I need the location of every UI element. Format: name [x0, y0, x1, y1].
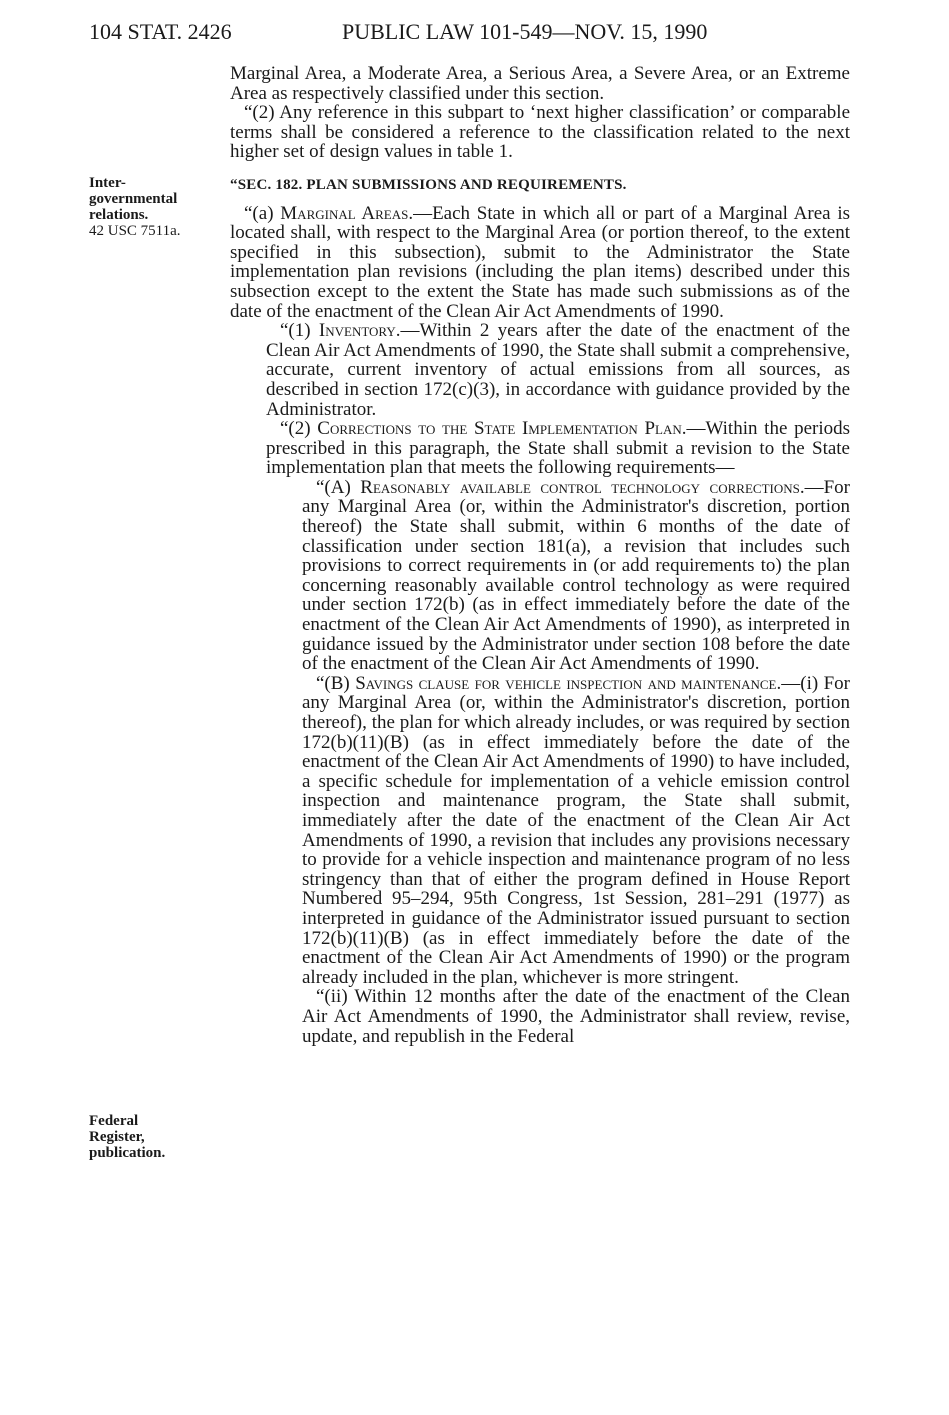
paragraph-a2-heading: Corrections to the State Implementation Plan. [317, 418, 687, 440]
subparagraph-A-text: —For any Marginal Area (or, within the Administrator's discretion, portion thereof) the State shall submit, within 6 months of the date of classification under section 181(a), a revision that includes such provisions to correct requirements in (or add requirements to) the plan concerning reasonably available control technology as were required under section 172(b) (as in effect immediately before the date of the enactment of the Clean Air Act Amendments of 1990), as interpreted in guidance issued by the Administrator under section 108 before the date of the enactment of the Clean Air Act Amendments of 1990. [302, 476, 850, 675]
subparagraph-a2-A [230, 478, 850, 674]
clause-B-ii: “(ii) Within 12 months after the date of the enactment of the Clean Air Act Amendments of 1990, the Administrator shall review, revise, update, and republish in the Federal [302, 986, 850, 1047]
subparagraph-A-heading: Reasonably available control technology corrections. [360, 476, 805, 498]
subparagraph-A-number: “(A) [316, 476, 361, 498]
margin-note-line: publication. [89, 1145, 166, 1161]
margin-note-federal-register [89, 1113, 219, 1161]
paragraph-a2-number: “(2) [280, 418, 318, 440]
paragraph-a1 [230, 321, 850, 419]
subsection-a [230, 204, 850, 322]
margin-note-line: Federal [89, 1113, 139, 1129]
paragraph-a2-text: —Within the periods prescribed in this paragraph, the State shall submit a revision to the State implementation plan that meets the following requirements— [266, 418, 851, 479]
stat-page-number: 104 STAT. 2426 [89, 19, 232, 44]
margin-note-intergovernmental [89, 175, 219, 239]
subsection-a-text: —Each State in which all or part of a Marginal Area is located shall, with respect to the Marginal Area (or portion thereof, to the extent specified in this subsection), submit to the Administrator the State implementation plan revisions (including the plan items) described under this subsection except to the extent the State has made such submissions as of the date of the enactment of the Clean Air Act Amendments of 1990. [230, 202, 850, 322]
subsection-a-number: “(a) [244, 202, 281, 224]
section-heading: “SEC. 182. PLAN SUBMISSIONS AND REQUIREMENTS. [230, 176, 627, 193]
margin-note-line: governmental [89, 191, 178, 207]
margin-note-line: relations. [89, 207, 149, 223]
continued-paragraph: Marginal Area, a Moderate Area, a Serious Area, a Severe Area, or an Extreme Area as respectively classified under this section. [230, 63, 850, 104]
running-head: PUBLIC LAW 101-549—NOV. 15, 1990 [342, 19, 708, 44]
subparagraph-B-number: “(B) [316, 672, 356, 694]
subsection-a-heading: Marginal Areas. [280, 202, 414, 224]
paragraph-a2 [230, 419, 850, 478]
paragraph-2: “(2) Any reference in this subpart to ‘next higher classification’ or comparable terms shall be considered a reference to the classification related to the next higher set of design values in table 1. [230, 102, 850, 163]
margin-note-line: Inter- [89, 175, 126, 191]
subparagraph-B-text: —(i) For any Marginal Area (or, within the Administrator's discretion, portion thereof), the plan for which already includes, or was required by section 172(b)(11)(B) (as in effect immediately before the date of the enactment of the Clean Air Act Amendments of 1990) to have included, a specific schedule for implementation of a vehicle emission control inspection and maintenance program, the State shall submit, immediately after the date of the enactment of the Clean Air Act Amendments of 1990, a revision that includes any provisions necessary to provide for a vehicle inspection and maintenance program of no less stringency than that of either the program defined in House Report Numbered 95–294, 95th Congress, 1st Session, 281–291 (1977) as interpreted in guidance of the Administrator issued pursuant to section 172(b)(11)(B) (as in effect immediately before the date of the enactment of the Clean Air Act Amendments of 1990) or the program already included in the plan, whichever is more stringent. [302, 672, 850, 988]
margin-note-line: Register, [89, 1129, 145, 1145]
subparagraph-a2-B [230, 674, 850, 988]
subparagraph-B-heading: Savings clause for vehicle inspection and maintenance. [355, 672, 782, 694]
paragraph-a1-heading: Inventory. [318, 320, 401, 342]
body-text [230, 64, 850, 1046]
paragraph-a1-number: “(1) [280, 320, 319, 342]
paragraph-a1-text: —Within 2 years after the date of the enactment of the Clean Air Act Amendments of 1990, the State shall submit a comprehensive, accurate, current inventory of actual emissions from all sources, as described in section 172(c)(3), in accordance with guidance provided by the Administrator. [266, 320, 850, 420]
margin-note-usc-citation: 42 USC 7511a. [89, 223, 181, 239]
